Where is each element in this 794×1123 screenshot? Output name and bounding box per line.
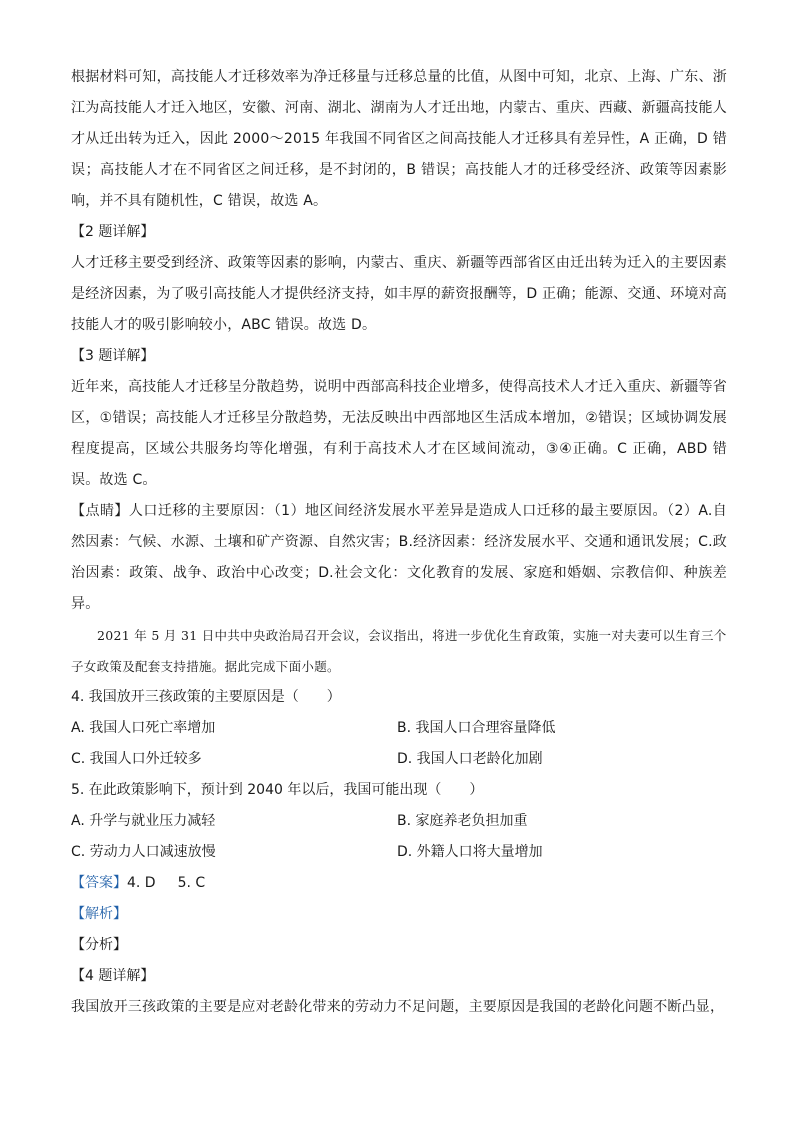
- option-4d: D. 我国人口老龄化加剧: [397, 751, 543, 767]
- option-4b: B. 我国人口合理容量降低: [397, 720, 556, 736]
- section-heading-q3: 【3 题详解】: [71, 348, 155, 364]
- option-5c: C. 劳动力人口减速放慢: [71, 844, 216, 860]
- option-4a: A. 我国人口死亡率增加: [71, 720, 216, 736]
- answer-4: 4. D: [127, 875, 156, 891]
- question-4-stem: 4. 我国放开三孩政策的主要原因是（ ）: [71, 689, 341, 705]
- paragraph-q1-explanation: 根据材料可知，高技能人才迁移效率为净迁移量与迁移总量的比值，从图中可知，北京、上海、广东、浙江为高技能人才迁入地区，安徽、河南、湖北、湖南为人才迁出地，内蒙古、重庆、西藏、新疆高技能人才从迁出转为迁入，因此 2000～2015 年我国不同省区之间高技能人才迁移具有差异性，A 正确，D 错误；高技能人才在不同省区之间迁移，是不封闭的，B 错误；高技能人才的迁移受经济、政策等因素影响，并不具有随机性，C 错误，故选 A。: [71, 69, 727, 209]
- paragraph-q4-explanation: 我国放开三孩政策的主要是应对老龄化带来的劳动力不足问题，主要原因是我国的老龄化问题不断凸显，: [71, 999, 725, 1015]
- analysis-label: 【解析】: [71, 906, 127, 922]
- tip-label: 【点睛】: [71, 503, 129, 519]
- paragraph-q3-explanation: 近年来，高技能人才迁移呈分散趋势，说明中西部高科技企业增多，使得高技术人才迁入重庆、新疆等省区，①错误；高技能人才迁移呈分散趋势，无法反映出中西部地区生活成本增加，②错误；区域协调发展程度提高，区域公共服务均等化增强，有利于高技术人才在区域间流动，③④正确。C 正确，ABD 错误。故选 C。: [71, 379, 727, 488]
- material-intro: 2021 年 5 月 31 日中共中央政治局召开会议，会议指出，将进一步优化生育政策，实施一对夫妻可以生育三个子女政策及配套支持措施。据此完成下面小题。: [71, 628, 727, 674]
- question-5-stem: 5. 在此政策影响下，预计到 2040 年以后，我国可能出现（ ）: [71, 782, 484, 798]
- option-5a: A. 升学与就业压力减轻: [71, 813, 216, 829]
- answer-5: 5. C: [177, 875, 206, 891]
- analysis-subheading: 【分析】: [71, 937, 127, 953]
- option-4c: C. 我国人口外迁较多: [71, 751, 202, 767]
- section-heading-q4: 【4 题详解】: [71, 968, 155, 984]
- question-5-options: [71, 806, 727, 868]
- document-page: [71, 62, 727, 1023]
- question-4-options: [71, 713, 727, 775]
- answer-label: 【答案】: [71, 875, 127, 891]
- tip-paragraph: [71, 496, 727, 620]
- tip-text: 人口迁移的主要原因：（1）地区间经济发展水平差异是造成人口迁移的最主要原因。（2）A.自然因素：气候、水源、土壤和矿产资源、自然灾害；B.经济因素：经济发展水平、交通和通讯发展；C.政治因素：政策、战争、政治中心改变；D.社会文化：文化教育的发展、家庭和婚姻、宗教信仰、种族差异。: [71, 503, 727, 612]
- section-heading-q2: 【2 题详解】: [71, 224, 155, 240]
- option-5b: B. 家庭养老负担加重: [397, 813, 528, 829]
- paragraph-q2-explanation: 人才迁移主要受到经济、政策等因素的影响，内蒙古、重庆、新疆等西部省区由迁出转为迁入的主要因素是经济因素，为了吸引高技能人才提供经济支持，如丰厚的薪资报酬等，D 正确；能源、交通、环境对高技能人才的吸引影响较小，ABC 错误。故选 D。: [71, 255, 727, 333]
- option-5d: D. 外籍人口将大量增加: [397, 844, 543, 860]
- answer-line: [71, 868, 727, 899]
